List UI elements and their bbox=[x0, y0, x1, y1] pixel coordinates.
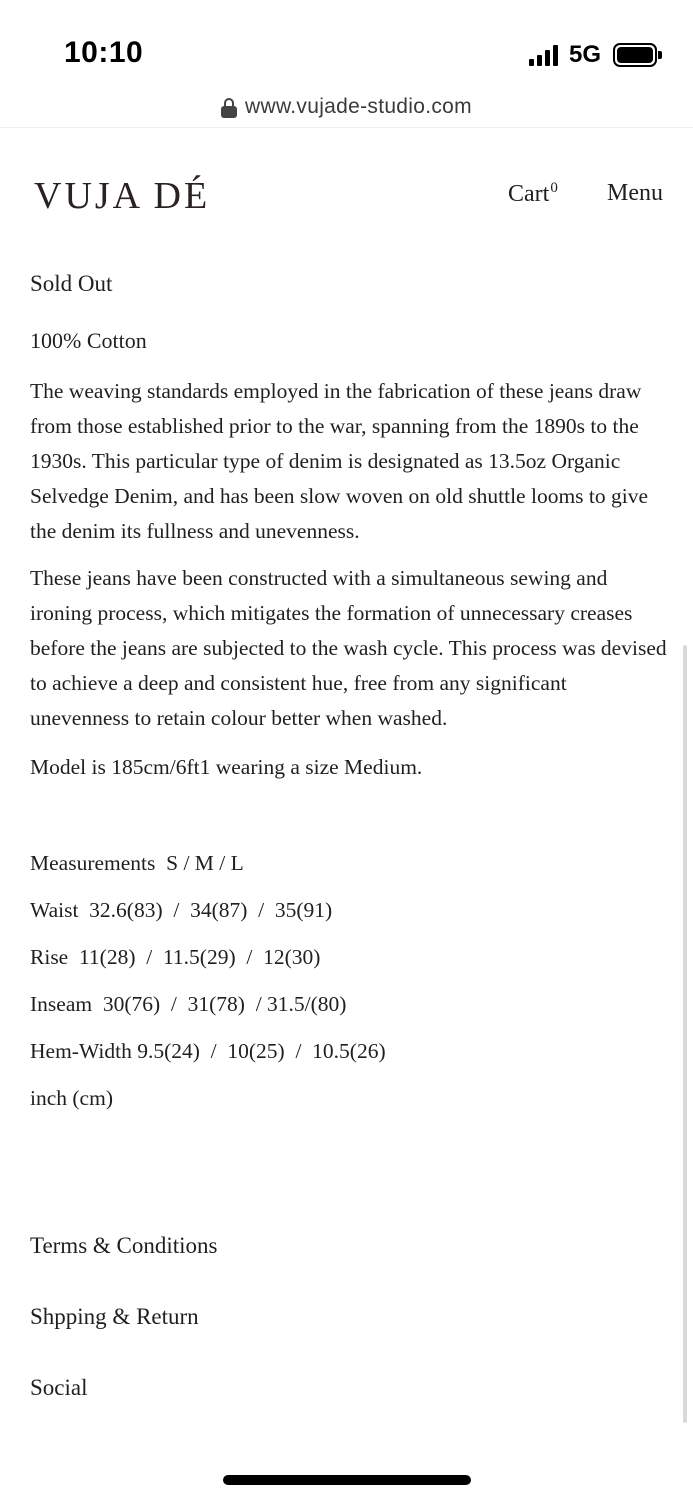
signal-bars-icon bbox=[529, 44, 561, 66]
status-time: 10:10 bbox=[64, 36, 144, 69]
cart-link[interactable] bbox=[508, 180, 558, 208]
measurement-row-rise: Rise 11(28) / 11.5(29) / 12(30) bbox=[30, 945, 321, 969]
measurement-row-waist: Waist 32.6(83) / 34(87) / 35(91) bbox=[30, 898, 333, 922]
measurements-header: Measurements S / M / L bbox=[30, 851, 244, 875]
network-type: 5G bbox=[568, 41, 601, 68]
cart-count: 0 bbox=[550, 180, 558, 196]
scrollbar[interactable] bbox=[683, 645, 687, 1423]
status-indicators bbox=[529, 40, 657, 70]
social-link[interactable]: Social bbox=[30, 1375, 88, 1400]
site-header bbox=[0, 160, 693, 230]
footer-links bbox=[30, 1228, 670, 1441]
terms-link[interactable]: Terms & Conditions bbox=[30, 1233, 218, 1258]
description-paragraph: The weaving standards employed in the fabrication of these jeans draw from those established prior to the war, spanning from the 1890s to the 1930s. This particular type of denim is designated as 13.5oz Organic Selvedge Denim, and has been slow woven on old shuttle looms to give the denim its fullness and unevenness. bbox=[30, 379, 649, 543]
availability-status: Sold Out bbox=[30, 271, 113, 296]
measurement-row-inseam: Inseam 30(76) / 31(78) / 31.5/(80) bbox=[30, 992, 347, 1016]
material-info: 100% Cotton bbox=[30, 328, 147, 353]
shipping-return-link[interactable]: Shpping & Return bbox=[30, 1304, 199, 1329]
address-bar[interactable] bbox=[0, 86, 693, 128]
measurement-row-hem-width: Hem-Width 9.5(24) / 10(25) / 10.5(26) bbox=[30, 1039, 386, 1063]
battery-icon bbox=[613, 43, 657, 67]
lock-icon bbox=[221, 98, 237, 118]
url-text[interactable]: www.vujade-studio.com bbox=[245, 94, 472, 118]
home-indicator[interactable] bbox=[223, 1475, 471, 1485]
menu-button[interactable]: Menu bbox=[607, 180, 663, 206]
description-paragraph: These jeans have been constructed with a simultaneous sewing and ironing process, which mitigates the formation of unnecessary creases before the jeans are subjected to the wash cycle. This process was devised to achieve a deep and consistent hue, free from any significant unevenness to retain colour better when washed. bbox=[30, 566, 667, 730]
measurements-section bbox=[30, 848, 670, 1130]
status-bar bbox=[0, 0, 693, 86]
measurement-unit-note: inch (cm) bbox=[30, 1086, 113, 1110]
model-info: Model is 185cm/6ft1 wearing a size Medium. bbox=[30, 755, 423, 779]
cart-label: Cart bbox=[508, 181, 550, 207]
site-logo[interactable]: VUJA DÉ bbox=[34, 175, 211, 217]
product-details bbox=[30, 266, 670, 1441]
